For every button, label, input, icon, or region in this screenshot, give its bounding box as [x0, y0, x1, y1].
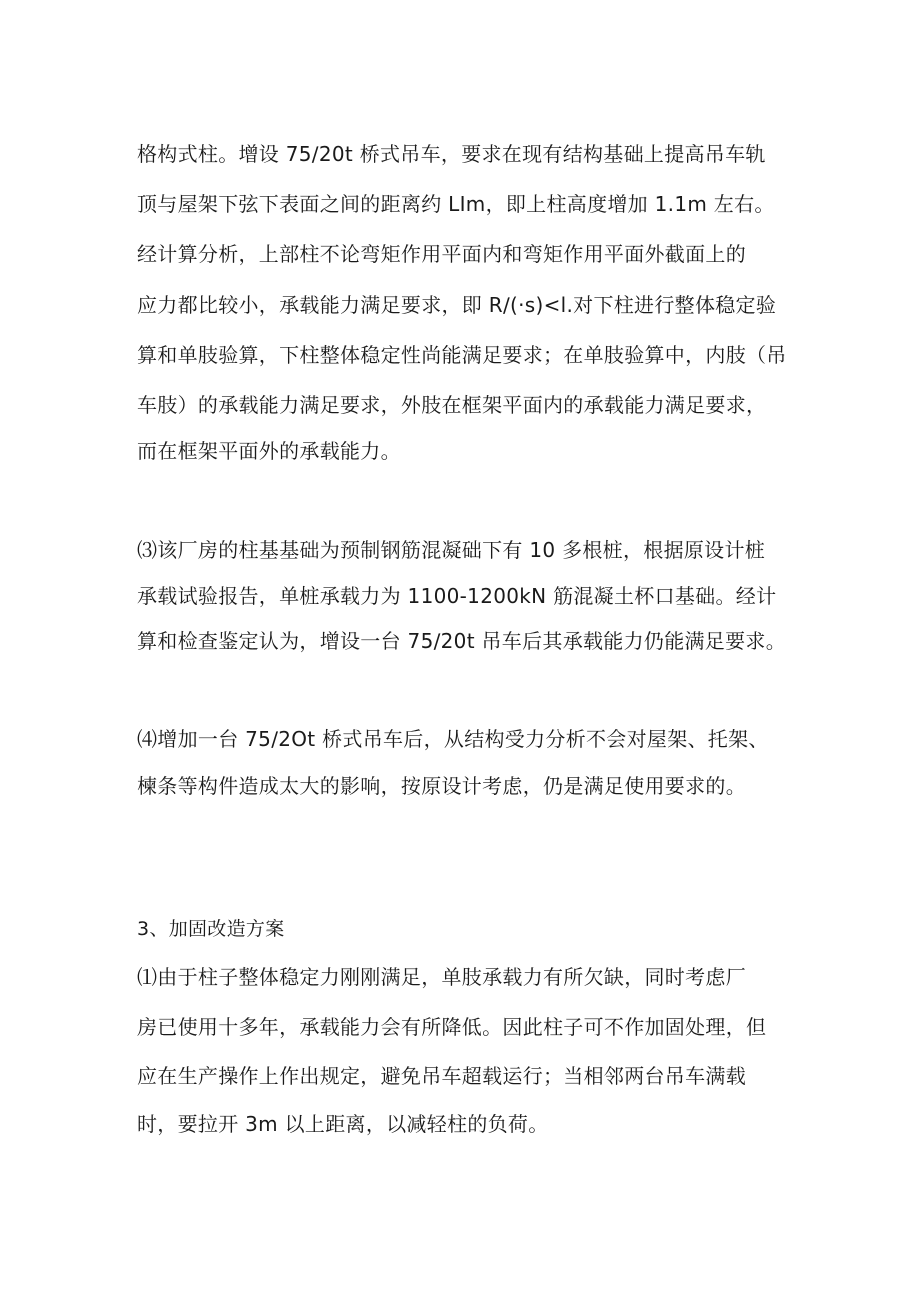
text-line: 经计算分析，上部柱不论弯矩作用平面内和弯矩作用平面外截面上的 — [137, 242, 746, 266]
text-line: 应在生产操作上作出规定，避免吊车超载运行；当相邻两台吊车满载 — [137, 1064, 746, 1088]
text-line: ⑴由于柱子整体稳定力刚刚满足，单肢承载力有所欠缺，同时考虑厂 — [137, 965, 746, 989]
text-line: 房已使用十多年，承载能力会有所降低。因此柱子可不作加固处理，但 — [137, 1015, 767, 1039]
text-line: 顶与屋架下弦下表面之间的距离约 LIm，即上柱高度增加 1.1m 左右。 — [137, 192, 775, 216]
text-line: 算和单肢验算，下柱整体稳定性尚能满足要求；在单肢验算中，内肢（吊 — [137, 343, 787, 367]
text-line: 车肢）的承载能力满足要求，外肢在框架平面内的承载能力满足要求， — [137, 393, 767, 417]
text-line: ⑶该厂房的柱基基础为预制钢筋混凝础下有 10 多根桩，根据原设计桩 — [137, 538, 766, 562]
section-heading: 3、加固改造方案 — [137, 918, 285, 940]
text-line: 承载试验报告，单桩承载力为 1100-1200kN 筋混凝土杯口基础。经计 — [137, 584, 777, 608]
text-line: 算和检查鉴定认为，增设一台 75∕20t 吊车后其承载能力仍能满足要求。 — [137, 629, 786, 653]
text-line: 格构式柱。增设 75∕20t 桥式吊车，要求在现有结构基础上提高吊车轨 — [137, 142, 766, 166]
text-line: 应力都比较小，承载能力满足要求，即 R∕(·s)<l.对下柱进行整体稳定验 — [137, 293, 777, 317]
text-line: 楝条等构件造成太大的影响，按原设计考虑，仍是满足使用要求的。 — [137, 774, 746, 798]
text-line: 时，要拉开 3m 以上距离，以减轻柱的负荷。 — [137, 1112, 549, 1136]
text-line: ⑷增加一台 75∕2Ot 桥式吊车后，从结构受力分析不会对屋架、托架、 — [137, 727, 769, 751]
text-line: 而在框架平面外的承载能力。 — [137, 439, 401, 463]
